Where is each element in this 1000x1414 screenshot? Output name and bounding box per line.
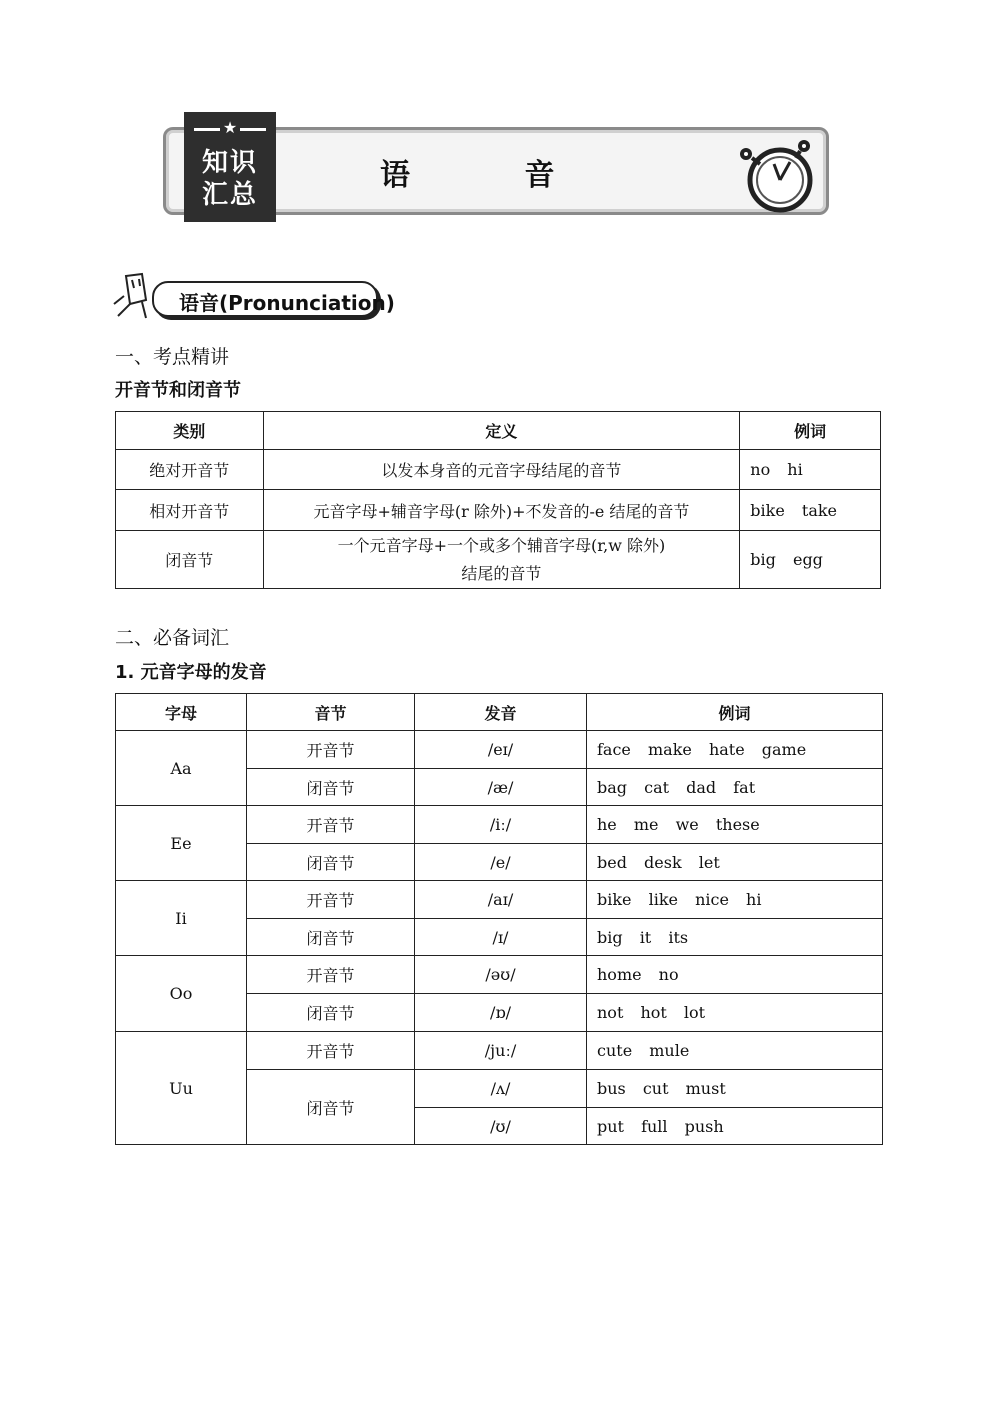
examples-cell: no hi: [740, 450, 881, 490]
syllable-cell: 闭音节: [247, 1070, 415, 1145]
examples-cell: not hot lot: [587, 994, 883, 1032]
definition-cell: 元音字母+辅音字母(r 除外)+不发音的-e 结尾的音节: [263, 490, 740, 531]
column-header-examples: 例词: [740, 412, 881, 450]
heading-key-points: 一、考点精讲: [115, 346, 230, 368]
examples-cell: bike like nice hi: [587, 881, 883, 919]
examples-cell: he me we these: [587, 806, 883, 844]
heading-essential-vocabulary: 二、必备词汇: [115, 627, 230, 649]
column-header-examples: 例词: [587, 694, 883, 731]
sound-cell: /iː/: [415, 806, 587, 844]
syllable-cell: 开音节: [247, 731, 415, 769]
syllable-cell: 开音节: [247, 806, 415, 844]
sound-cell: /əʊ/: [415, 956, 587, 994]
letter-cell: Ii: [116, 881, 247, 956]
syllable-cell: 闭音节: [247, 844, 415, 881]
examples-cell: home no: [587, 956, 883, 994]
knowledge-summary-badge: [184, 112, 276, 222]
badge-text-line2: 汇总: [201, 180, 258, 210]
examples-cell: bus cut must: [587, 1070, 883, 1108]
column-header-letter: 字母: [116, 694, 247, 731]
table-row: [116, 490, 881, 531]
syllable-cell: 闭音节: [247, 919, 415, 956]
section-label: [152, 281, 395, 317]
column-header-syllable: 音节: [247, 694, 415, 731]
table-row: [116, 731, 883, 769]
syllable-table: [115, 411, 881, 589]
category-cell: 相对开音节: [116, 490, 264, 531]
vowel-pronunciation-table: [115, 693, 883, 1145]
letter-cell: Aa: [116, 731, 247, 806]
syllable-cell: 开音节: [247, 956, 415, 994]
definition-cell: 以发本身音的元音字母结尾的音节: [263, 450, 740, 490]
sound-cell: /juː/: [415, 1032, 587, 1070]
table-row: [116, 806, 883, 844]
syllable-cell: 闭音节: [247, 769, 415, 806]
examples-cell: face make hate game: [587, 731, 883, 769]
sound-cell: /ʌ/: [415, 1070, 587, 1108]
sound-cell: /e/: [415, 844, 587, 881]
table-row: [116, 450, 881, 490]
examples-cell: put full push: [587, 1108, 883, 1145]
examples-cell: bed desk let: [587, 844, 883, 881]
table-header-row: [116, 694, 883, 731]
definition-cell: [263, 531, 740, 589]
sound-cell: /aɪ/: [415, 881, 587, 919]
pencil-character-icon: [112, 270, 156, 322]
stopwatch-icon: [732, 136, 822, 214]
sound-cell: /ʊ/: [415, 1108, 587, 1145]
letter-cell: Ee: [116, 806, 247, 881]
table-row: [116, 531, 881, 589]
column-header-category: 类别: [116, 412, 264, 450]
sound-cell: /eɪ/: [415, 731, 587, 769]
badge-text-line1: 知识: [201, 148, 258, 178]
sound-cell: /æ/: [415, 769, 587, 806]
category-cell: 闭音节: [116, 531, 264, 589]
category-cell: 绝对开音节: [116, 450, 264, 490]
definition-line1: 一个元音字母+一个或多个辅音字母(r,w 除外): [337, 535, 666, 555]
examples-cell: bike take: [740, 490, 881, 531]
syllable-cell: 开音节: [247, 1032, 415, 1070]
definition-line2: 结尾的音节: [461, 563, 542, 583]
page-title: 语 音: [380, 158, 607, 193]
examples-cell: cute mule: [587, 1032, 883, 1070]
section-label-text: 语音(Pronunciation): [179, 291, 395, 315]
subheading-vowel-sounds: 1. 元音字母的发音: [115, 662, 267, 683]
syllable-cell: 开音节: [247, 881, 415, 919]
letter-cell: Uu: [116, 1032, 247, 1145]
table-header-row: [116, 412, 881, 450]
sound-cell: /ɒ/: [415, 994, 587, 1032]
examples-cell: big egg: [740, 531, 881, 589]
column-header-sound: 发音: [415, 694, 587, 731]
star-icon: ★: [222, 118, 238, 137]
syllable-cell: 闭音节: [247, 994, 415, 1032]
column-header-definition: 定义: [263, 412, 740, 450]
table-row: [116, 956, 883, 994]
table-row: [116, 1032, 883, 1070]
sound-cell: /ɪ/: [415, 919, 587, 956]
examples-cell: big it its: [587, 919, 883, 956]
letter-cell: Oo: [116, 956, 247, 1032]
table-row: [116, 881, 883, 919]
examples-cell: bag cat dad fat: [587, 769, 883, 806]
subheading-syllables: 开音节和闭音节: [115, 380, 241, 401]
